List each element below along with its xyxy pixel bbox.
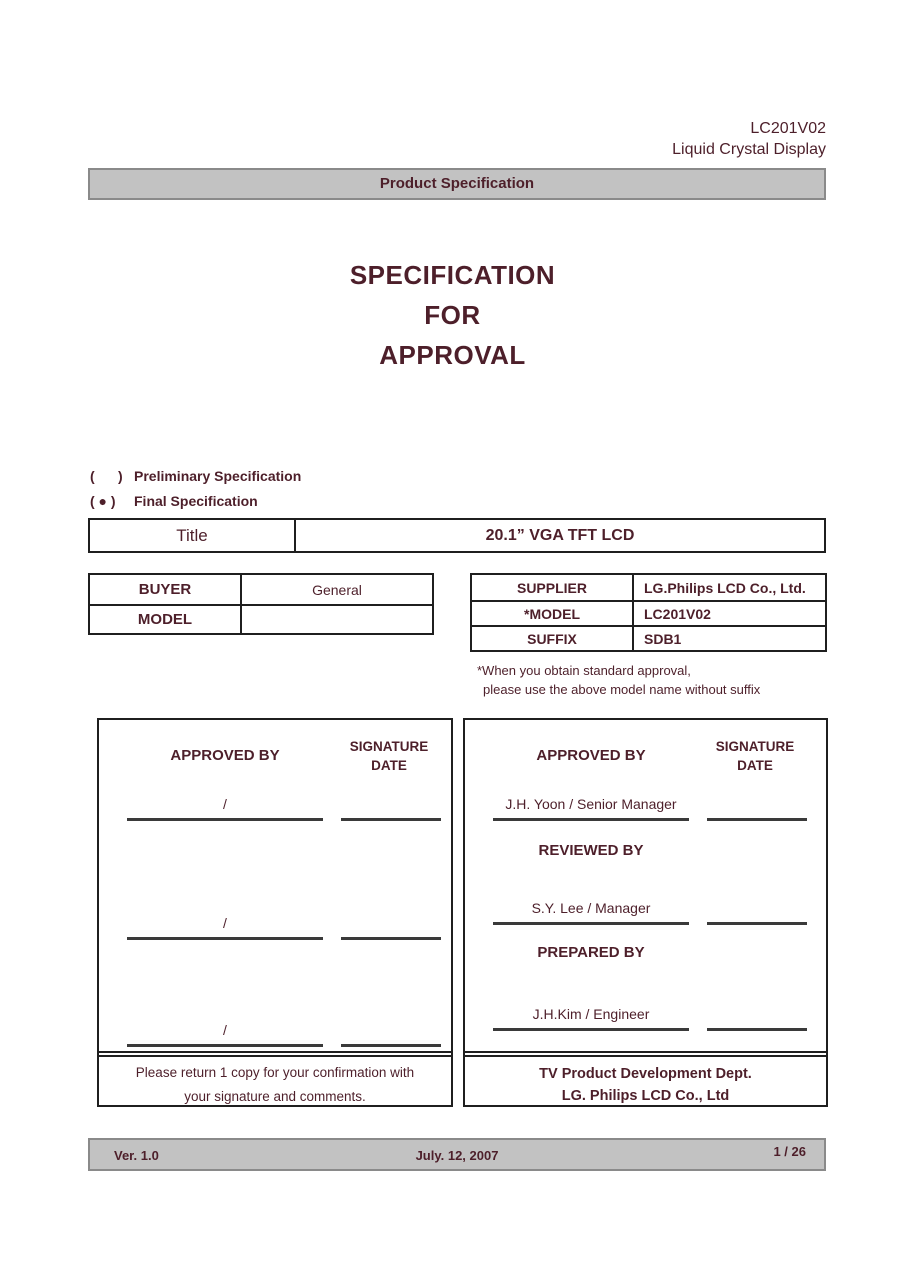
signature-line [127, 937, 323, 940]
approved-by-header-left: APPROVED BY [170, 747, 280, 764]
title-table [88, 518, 826, 553]
department-line2: LG. Philips LCD Co., Ltd [561, 1088, 730, 1104]
signature-line [493, 818, 689, 821]
department-footer [463, 1051, 828, 1107]
signer-name: / [223, 796, 227, 812]
final-label: Final Specification [134, 492, 258, 509]
approved-by-header-right: APPROVED BY [536, 747, 646, 764]
suffix-row [472, 625, 825, 650]
option-final-specification [90, 488, 301, 513]
page-number: 1 / 26 [773, 1144, 806, 1159]
signature-line [493, 1028, 689, 1031]
department-line1: TV Product Development Dept. [539, 1066, 752, 1082]
date-line [707, 818, 807, 821]
suffix-note-line2: please use the above model name without suffix [483, 682, 761, 697]
approver-row [465, 795, 826, 821]
title-table-value: 20.1” VGA TFT LCD [485, 526, 635, 544]
date-label: DATE [371, 758, 407, 773]
return-copy-note [97, 1051, 453, 1107]
supplier-value: LG.Philips LCD Co., Ltd. [644, 579, 806, 596]
signature-date-header-left [335, 737, 443, 775]
footer-date: July. 12, 2007 [415, 1148, 499, 1163]
signature-line [127, 818, 323, 821]
signature-line [493, 922, 689, 925]
supplier-table [470, 573, 827, 652]
supplier-model-row [472, 600, 825, 625]
signature-label: SIGNATURE [715, 739, 795, 754]
preparer-row [465, 1005, 826, 1031]
return-copy-note-line2: your signature and comments. [184, 1089, 366, 1104]
title-table-label: Title [90, 520, 296, 551]
model-label: MODEL [90, 606, 242, 633]
cover-title-line1: SPECIFICATION [349, 260, 556, 290]
supplier-model-value: LC201V02 [644, 605, 711, 622]
date-line [341, 937, 441, 940]
return-copy-note-line1: Please return 1 copy for your confirmation with [135, 1065, 415, 1080]
model-row [90, 604, 432, 633]
spec-type-options [90, 463, 301, 513]
suffix-note [477, 661, 760, 699]
date-line [707, 1028, 807, 1031]
cover-title-line3: APPROVAL [379, 340, 526, 370]
date-line [341, 1044, 441, 1047]
version-label: Ver. 1.0 [114, 1148, 159, 1163]
date-line [341, 818, 441, 821]
supplier-row [472, 575, 825, 600]
signature-row [99, 795, 451, 821]
signer-name: / [223, 1022, 227, 1038]
cover-title-line2: FOR [424, 300, 481, 330]
doc-model-code: LC201V02 [750, 120, 826, 137]
signature-line [127, 1044, 323, 1047]
suffix-value: SDB1 [644, 630, 682, 647]
preparer-name: J.H.Kim / Engineer [532, 1006, 650, 1022]
date-line [707, 922, 807, 925]
signature-row [99, 1021, 451, 1047]
option-preliminary-specification [90, 463, 301, 488]
reviewed-by-heading: REVIEWED BY [538, 842, 644, 859]
customer-approval-box [97, 718, 453, 1107]
reviewer-row [465, 899, 826, 925]
reviewer-name: S.Y. Lee / Manager [531, 900, 651, 916]
signer-name: / [223, 915, 227, 931]
approver-name: J.H. Yoon / Senior Manager [505, 796, 677, 812]
date-label: DATE [737, 758, 773, 773]
doc-header [672, 118, 826, 160]
signature-label: SIGNATURE [349, 739, 429, 754]
footer-bar [88, 1138, 826, 1171]
model-value [242, 606, 432, 633]
buyer-label: BUYER [90, 575, 242, 604]
supplier-approval-box [463, 718, 828, 1107]
final-checkbox-marker: ( ● ) [90, 492, 116, 509]
doc-product-line: Liquid Crystal Display [672, 141, 826, 158]
cover-title [0, 255, 905, 375]
buyer-row [90, 575, 432, 604]
preliminary-checkbox-marker: ( ) [90, 467, 123, 484]
prepared-by-heading: PREPARED BY [537, 944, 645, 961]
supplier-model-label: *MODEL [472, 602, 634, 625]
supplier-label: SUPPLIER [472, 575, 634, 600]
buyer-value: General [312, 581, 362, 598]
buyer-table [88, 573, 434, 635]
suffix-note-line1: *When you obtain standard approval, [477, 663, 691, 678]
signature-date-header-right [701, 737, 809, 775]
preliminary-label: Preliminary Specification [134, 467, 302, 484]
suffix-label: SUFFIX [472, 627, 634, 650]
product-specification-banner: Product Specification [88, 168, 826, 200]
signature-row [99, 914, 451, 940]
